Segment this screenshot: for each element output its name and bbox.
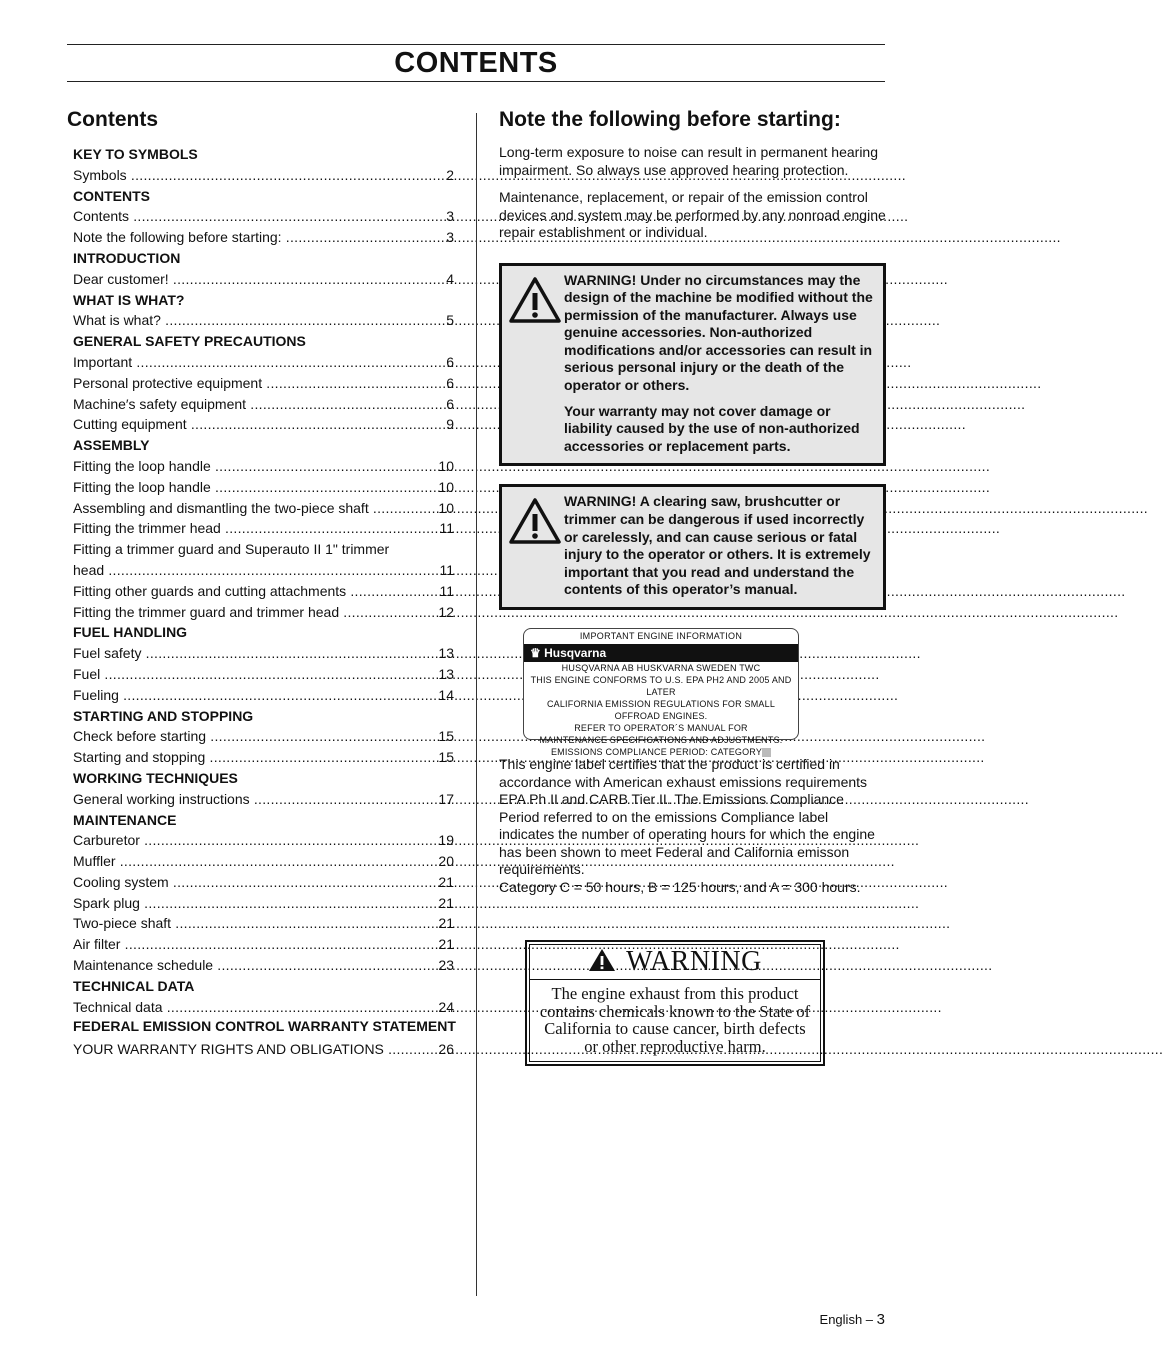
toc-entry	[73, 643, 457, 664]
toc-section-heading: CONTENTS	[73, 187, 150, 204]
toc-entry-label: Maintenance schedule .....	[73, 955, 420, 976]
toc-entry	[73, 394, 457, 415]
toc-section-heading: ASSEMBLY	[73, 437, 150, 454]
toc-entry-page: 10	[438, 478, 454, 495]
engine-label-line: REFER TO OPERATOR´S MANUAL FOR	[574, 723, 748, 733]
toc-entry	[73, 581, 457, 602]
toc-entry-label: Machine′s safety equipment .....	[73, 394, 420, 415]
toc-entry	[73, 227, 457, 248]
toc-section-heading: INTRODUCTION	[73, 249, 181, 266]
toc-entry-label: Contents .....	[73, 206, 420, 227]
toc-entry-label: General working instructions .....	[73, 789, 420, 810]
toc-entry	[73, 206, 457, 227]
toc-entry-page: 24	[438, 998, 454, 1015]
toc-entry-label: Personal protective equipment .....	[73, 373, 420, 394]
toc-entry-label: Fueling .....	[73, 685, 420, 706]
prop65-text: The engine exhaust from this product contains chemicals known to the State of California to cause cancer, birth defects or other reproductive harm.	[539, 984, 811, 1056]
toc-entry-page: 6	[446, 353, 454, 370]
engine-information-label	[523, 628, 799, 757]
toc-entry-page: 13	[438, 665, 454, 682]
prop65-title: WARNING	[626, 946, 762, 977]
toc-entry-label: Important .....	[73, 352, 420, 373]
certification-text: This engine label certifies that the product is certified in accordance with American exhaust emissions requirements EPA Ph II and CARB Tier II. The Emissions Compliance Period referred to on the emissions Compliance label indicates the number of operating hours for which the engine has been shown to meet Federal and California emisson requirements.	[499, 756, 875, 877]
toc-entry-label: Spark plug .....	[73, 893, 420, 914]
toc-entry-label: Dear customer! .....	[73, 269, 420, 290]
toc-entry-page: 17	[438, 790, 454, 807]
table-of-contents	[67, 144, 457, 1060]
toc-entry-page: 21	[438, 894, 454, 911]
husqvarna-crown-icon: ♛	[530, 646, 541, 660]
toc-entry-label: Starting and stopping .....	[73, 747, 420, 768]
page-footer: English – 3	[819, 1311, 885, 1328]
engine-label-line: HUSQVARNA AB HUSKVARNA SWEDEN TWC	[561, 663, 761, 673]
emission-paragraph: Maintenance, replacement, or repair of the emission control devices and system may be performed by any nonroad engine repair establishment or individual.	[499, 189, 886, 240]
prop65-warning	[525, 940, 825, 1066]
notes-column	[499, 106, 886, 1066]
toc-section-heading: WORKING TECHNIQUES	[73, 769, 238, 786]
toc-entry	[73, 1039, 457, 1060]
husqvarna-logo: ♛ Husqvarna	[524, 644, 798, 662]
warning-triangle-icon	[588, 948, 616, 977]
toc-entry-page: 10	[438, 457, 454, 474]
toc-entry	[73, 851, 457, 872]
toc-entry	[73, 477, 457, 498]
warning-box-danger	[499, 484, 886, 610]
column-divider	[476, 113, 477, 1296]
warning-triangle-icon	[508, 493, 564, 599]
toc-entry-page: 10	[438, 499, 454, 516]
engine-label-header: IMPORTANT ENGINE INFORMATION	[579, 631, 743, 641]
toc-entry-label: Fitting other guards and cutting attachments .....	[73, 581, 420, 602]
toc-entry	[73, 518, 457, 539]
warning-modification-text: WARNING! Under no circumstances may the design of the machine be modified without the permission of the manufacturer. Always use genuine accessories. Non-authorized modifications and/or accessories can result in serious personal injury or the death of the operator or others.	[564, 271, 873, 394]
toc-entry	[73, 539, 457, 581]
toc-entry-label: Fitting the trimmer guard and trimmer head .....	[73, 602, 420, 623]
toc-entry	[73, 789, 457, 810]
toc-entry	[73, 310, 457, 331]
toc-entry-label: Assembling and dismantling the two-piece shaft .....	[73, 498, 420, 519]
toc-section-heading: STARTING AND STOPPING	[73, 707, 254, 724]
contents-heading: Contents	[67, 108, 158, 131]
toc-entry-page: 3	[446, 229, 454, 246]
toc-entry	[73, 602, 457, 623]
toc-section-heading: FEDERAL EMISSION CONTROL WARRANTY STATEMENT	[73, 1018, 456, 1035]
toc-entry	[73, 373, 457, 394]
toc-entry-page: 13	[438, 645, 454, 662]
toc-entry	[73, 414, 457, 435]
toc-entry-page: 5	[446, 312, 454, 329]
toc-entry-page: 9	[446, 416, 454, 433]
toc-entry-page: 2	[446, 166, 454, 183]
toc-entry	[73, 498, 457, 519]
toc-entry	[73, 269, 457, 290]
warning-warranty-text: Your warranty may not cover damage or liability caused by the use of non-authorized accessories or replacement parts.	[564, 402, 860, 454]
toc-section-heading: FUEL HANDLING	[73, 624, 188, 641]
toc-entry-page: 6	[446, 374, 454, 391]
toc-entry-label: What is what? .....	[73, 310, 420, 331]
page-title-bar	[67, 44, 885, 82]
toc-entry-label: Fitting the loop handle .....	[73, 456, 420, 477]
page-title: CONTENTS	[394, 47, 558, 79]
toc-entry-label: Cutting equipment .....	[73, 414, 420, 435]
toc-entry	[73, 955, 457, 976]
footer-language: English	[819, 1312, 863, 1327]
toc-section-heading: TECHNICAL DATA	[73, 977, 195, 994]
toc-entry-label: Cooling system .....	[73, 872, 420, 893]
warning-triangle-icon	[508, 272, 564, 456]
toc-entry-label: Fitting a trimmer guard and Superauto II 1" trimmer head .....	[73, 539, 420, 581]
toc-entry-page: 11	[439, 561, 454, 578]
toc-entry	[73, 893, 457, 914]
warning-danger-text: WARNING! A clearing saw, brushcutter or trimmer can be dangerous if used incorrectly or carelessly, and can cause serious or fatal injury to the operator or others. It is extremely important that you read and understand the contents of this operator’s manual.	[564, 493, 871, 598]
toc-entry	[73, 352, 457, 373]
toc-entry-label: Fitting the loop handle .....	[73, 477, 420, 498]
noise-paragraph: Long-term exposure to noise can result in permanent hearing impairment. So always use approved hearing protection.	[499, 144, 878, 178]
toc-entry-label: Fuel .....	[73, 664, 420, 685]
toc-entry-page: 19	[438, 832, 454, 849]
toc-entry	[73, 997, 457, 1018]
toc-entry-label: Muffler .....	[73, 851, 420, 872]
toc-entry-page: 11	[439, 582, 454, 599]
toc-entry	[73, 747, 457, 768]
toc-entry-label: Fitting the trimmer head .....	[73, 518, 420, 539]
toc-entry-page: 26	[438, 1041, 454, 1058]
toc-entry-page: 21	[438, 915, 454, 932]
toc-section-heading: KEY TO SYMBOLS	[73, 146, 198, 162]
toc-entry	[73, 726, 457, 747]
toc-entry	[73, 913, 457, 934]
category-text: Category C = 50 hours, B = 125 hours, and A = 300 hours.	[499, 878, 861, 895]
toc-entry	[73, 664, 457, 685]
page-number: 3	[876, 1311, 885, 1328]
toc-section-heading: GENERAL SAFETY PRECAUTIONS	[73, 333, 306, 350]
toc-entry-label: Air filter .....	[73, 934, 420, 955]
toc-entry-page: 12	[438, 603, 454, 620]
toc-entry-label: Note the following before starting: .....	[73, 227, 420, 248]
toc-entry-label: Symbols .....	[73, 165, 420, 186]
toc-entry-page: 6	[446, 395, 454, 412]
toc-section-heading: MAINTENANCE	[73, 811, 177, 828]
toc-entry-page: 15	[438, 749, 454, 766]
toc-entry-page: 20	[438, 853, 454, 870]
toc-entry-page: 11	[439, 520, 454, 537]
toc-entry-label: Two-piece shaft .....	[73, 913, 420, 934]
toc-entry-label: Carburetor .....	[73, 830, 420, 851]
warning-box-modification	[499, 263, 886, 467]
toc-entry	[73, 165, 457, 186]
toc-entry-label: Check before starting .....	[73, 726, 420, 747]
toc-entry-label: Fuel safety .....	[73, 643, 420, 664]
toc-entry-page: 3	[446, 208, 454, 225]
toc-entry-page: 15	[438, 728, 454, 745]
engine-label-line: EMISSIONS COMPLIANCE PERIOD: CATEGORY	[524, 746, 798, 758]
toc-entry-page: 23	[438, 957, 454, 974]
toc-entry	[73, 456, 457, 477]
contents-column	[67, 106, 457, 1060]
toc-entry-page: 4	[446, 270, 454, 287]
toc-entry	[73, 830, 457, 851]
toc-entry-label: YOUR WARRANTY RIGHTS AND OBLIGATIONS .....	[73, 1039, 420, 1060]
toc-entry-page: 21	[438, 873, 454, 890]
toc-entry	[73, 685, 457, 706]
engine-label-line: CALIFORNIA EMISSION REGULATIONS FOR SMALL OFFROAD ENGINES.	[546, 699, 776, 721]
toc-entry-page: 21	[438, 936, 454, 953]
toc-entry-label: Technical data .....	[73, 997, 420, 1018]
toc-entry	[73, 872, 457, 893]
engine-label-line: MAINTENANCE SPECIFICATIONS AND ADJUSTMENTS.	[539, 735, 783, 745]
toc-section-heading: WHAT IS WHAT?	[73, 291, 185, 308]
toc-entry	[73, 934, 457, 955]
notes-heading: Note the following before starting:	[499, 108, 841, 131]
toc-entry-page: 14	[438, 686, 454, 703]
engine-label-line: THIS ENGINE CONFORMS TO U.S. EPA PH2 AND 2005 AND LATER	[530, 675, 792, 697]
